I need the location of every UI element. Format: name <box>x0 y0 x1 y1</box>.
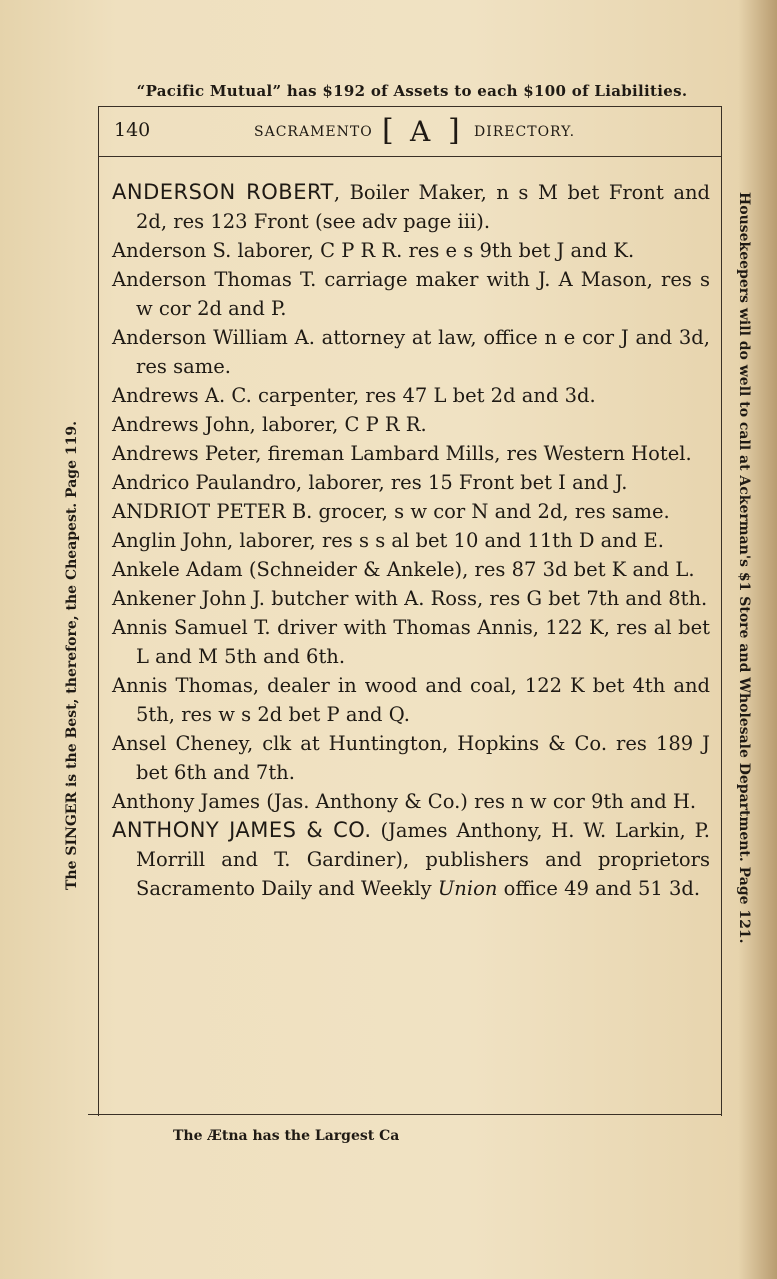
directory-entry: Andrews Peter, fireman Lambard Mills, res Western Hotel. <box>112 442 692 465</box>
top-advertisement: “Pacific Mutual” has $192 of Assets to each $100 of Liabilities. <box>136 82 688 100</box>
left-margin-advertisement: The SINGER is the Best, therefore, the Cheapest. Page 119. <box>64 421 80 890</box>
directory-entry: Andrews John, laborer, C P R R. <box>112 413 427 436</box>
entry-tail-text: office 49 and 51 3d. <box>497 877 701 900</box>
directory-entry <box>112 178 710 236</box>
left-border <box>98 106 99 1116</box>
directory-entry: Anderson Thomas T. carriage maker with J. A Mason, res s w cor 2d and P. <box>112 268 710 320</box>
header-bracket-open: [ <box>382 113 394 148</box>
directory-entry: Annis Samuel T. driver with Thomas Annis, 122 K, res al bet L and M 5th and 6th. <box>112 616 710 668</box>
entry-text: , Boiler Maker, n s M bet Front and 2d, res 123 Front (see adv page iii). <box>136 181 710 233</box>
entry-name-caps: ANDERSON ROBERT <box>112 180 334 204</box>
running-header <box>112 113 712 153</box>
directory-entry: Ankele Adam (Schneider & Ankele), res 87 3d bet K and L. <box>112 558 695 581</box>
directory-entry: Anderson S. laborer, C P R R. res e s 9th bet J and K. <box>112 239 635 262</box>
directory-entry: Andrico Paulandro, laborer, res 15 Front bet I and J. <box>112 471 628 494</box>
directory-entry: ANDRIOT PETER B. grocer, s w cor N and 2d, res same. <box>112 500 670 523</box>
entry-italic-text: Union <box>437 877 498 900</box>
header-city: SACRAMENTO <box>254 124 373 140</box>
directory-entry: Anderson William A. attorney at law, office n e cor J and 3d, res same. <box>112 326 710 378</box>
header-directory: DIRECTORY. <box>474 124 576 140</box>
header-letter: A <box>410 115 431 148</box>
header-rule <box>98 156 722 157</box>
header-bracket-close: ] <box>448 113 460 148</box>
directory-entry: Anthony James (Jas. Anthony & Co.) res n w cor 9th and H. <box>112 790 697 813</box>
bottom-rule <box>88 1114 722 1115</box>
bottom-advertisement: The Ætna has the Largest Ca <box>173 1128 400 1144</box>
directory-entry: Anglin John, laborer, res s s al bet 10 and 11th D and E. <box>112 529 664 552</box>
right-border <box>721 106 722 1116</box>
directory-entry: Ansel Cheney, clk at Huntington, Hopkins & Co. res 189 J bet 6th and 7th. <box>112 732 710 784</box>
right-margin-advertisement: Housekeepers will do well to call at Ackerman's $1 Store and Wholesale Department. Page 121. <box>736 192 752 944</box>
top-rule <box>98 106 722 107</box>
page-number: 140 <box>114 119 151 141</box>
directory-entry: Annis Thomas, dealer in wood and coal, 122 K bet 4th and 5th, res w s 2d bet P and Q. <box>112 674 710 726</box>
directory-entry: Andrews A. C. carpenter, res 47 L bet 2d and 3d. <box>112 384 596 407</box>
directory-entries <box>112 178 710 903</box>
directory-entry: Ankener John J. butcher with A. Ross, res G bet 7th and 8th. <box>112 587 708 610</box>
entry-text: (James Anthony, H. W. Larkin, P. Morrill and T. Gardiner), publishers and proprietors Sacramento Daily and Weekly <box>136 819 710 900</box>
entry-name-caps: ANTHONY JAMES & CO. <box>112 818 372 842</box>
directory-entry <box>112 816 710 903</box>
